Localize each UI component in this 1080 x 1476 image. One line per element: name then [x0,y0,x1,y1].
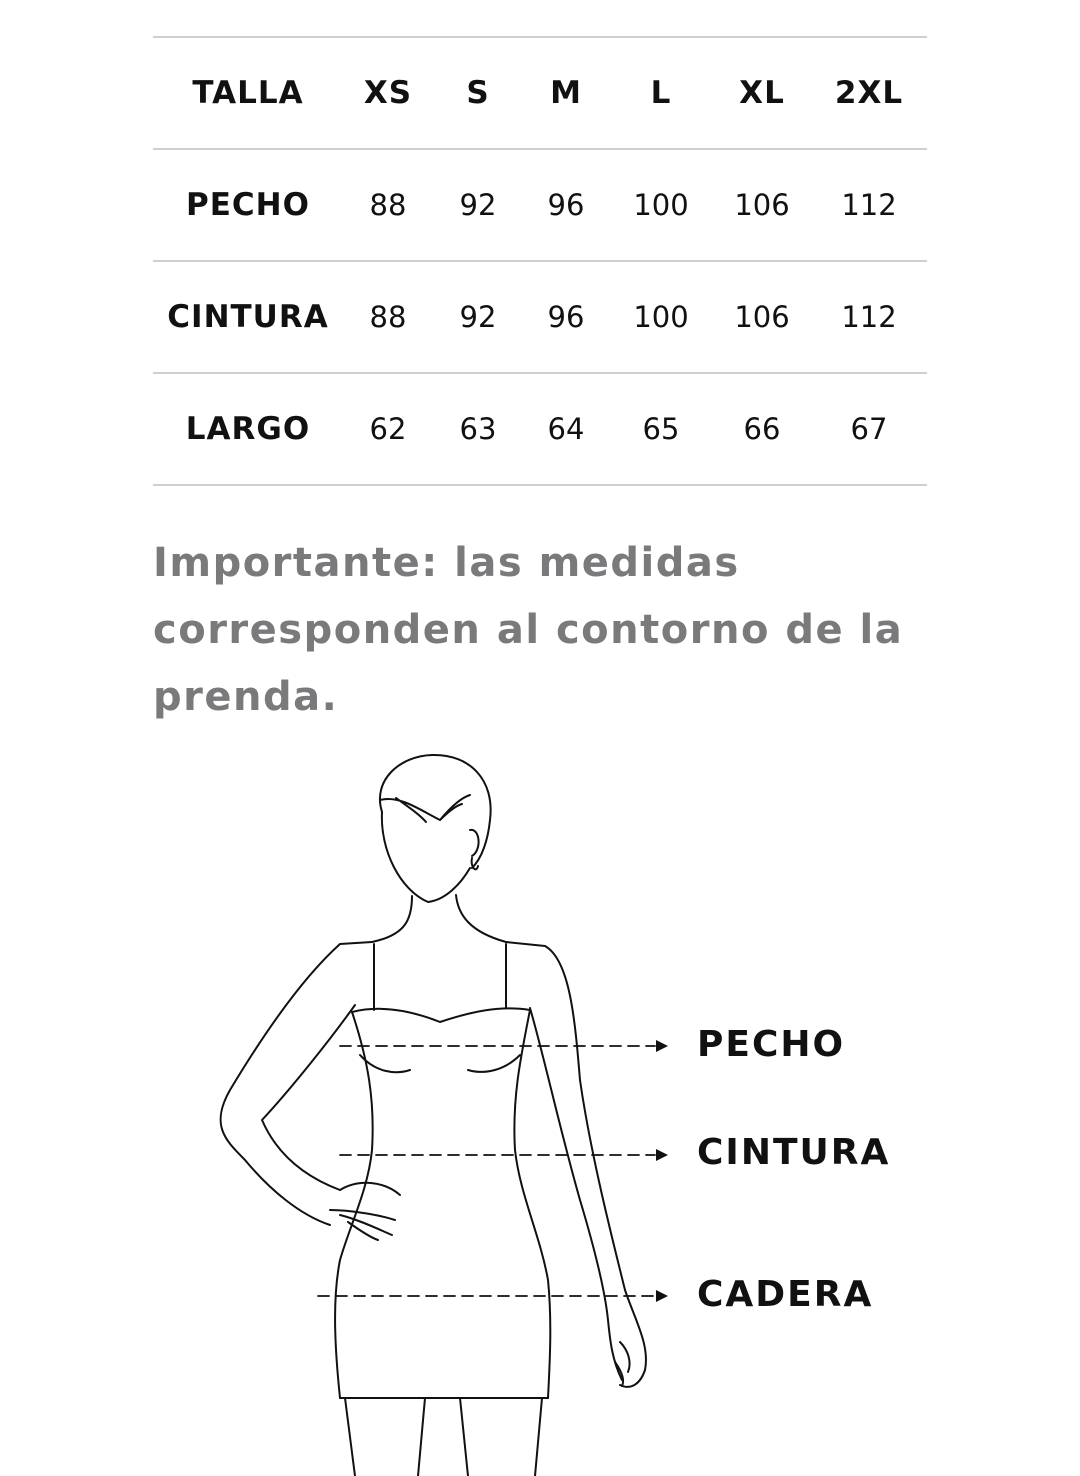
table-cell: 63 [459,412,497,446]
table-cell: 100 [633,188,689,222]
table-cell: 100 [633,300,689,334]
header-cell: XS [363,75,413,111]
table-cell: 106 [734,188,790,222]
table-cell: 67 [850,412,888,446]
figure-label-cadera: CADERA [697,1274,874,1315]
table-cell: 106 [734,300,790,334]
table-row [153,374,927,486]
header-cell: 2XL [834,75,904,111]
left-inner-arm [262,1005,355,1190]
measurement-arrowheads [656,1040,668,1302]
header-cell: XL [739,75,785,111]
left-shoulder-arm [221,942,372,1225]
table-cell: 65 [642,412,680,446]
neck [372,895,506,942]
left-hand [330,1183,400,1240]
row-label: LARGO [185,411,311,447]
important-note: Importante: las medidas corresponden al contorno de la prenda. [153,540,904,720]
dress-straps [374,944,506,1010]
ear [470,830,479,856]
header-cell: M [550,75,582,111]
table-cell: 64 [547,412,585,446]
table-cell: 88 [369,188,407,222]
table-cell: 92 [459,188,497,222]
face-outline [382,812,470,902]
row-label: PECHO [186,187,310,223]
table-cell: 66 [743,412,781,446]
right-inner-arm [530,1008,622,1380]
table-cell: 92 [459,300,497,334]
table-header-row [153,38,927,150]
head-outline [380,755,491,868]
bust-lines [360,1055,520,1072]
header-cell: L [650,75,672,111]
row-label: CINTURA [167,299,329,335]
table-cell: 112 [841,300,897,334]
hip-arrow-icon [656,1290,668,1302]
legs [345,1398,542,1476]
dress-left-side [335,1012,373,1398]
hair-strands [380,795,470,822]
table-cell: 112 [841,188,897,222]
figure-label-pecho: PECHO [697,1024,846,1065]
size-table [153,36,927,486]
header-cell: S [466,75,490,111]
body-measurement-illustration [200,740,670,1476]
table-cell: 96 [547,300,585,334]
table-cell: 62 [369,412,407,446]
dress-bodice [352,1008,530,1022]
waist-arrow-icon [656,1149,668,1161]
figure-label-cintura: CINTURA [697,1132,891,1173]
table-cell: 88 [369,300,407,334]
right-hand-fingers [615,1342,630,1386]
table-cell: 96 [547,188,585,222]
header-cell: TALLA [192,75,304,111]
table-row [153,150,927,262]
chest-arrow-icon [656,1040,668,1052]
table-row [153,262,927,374]
